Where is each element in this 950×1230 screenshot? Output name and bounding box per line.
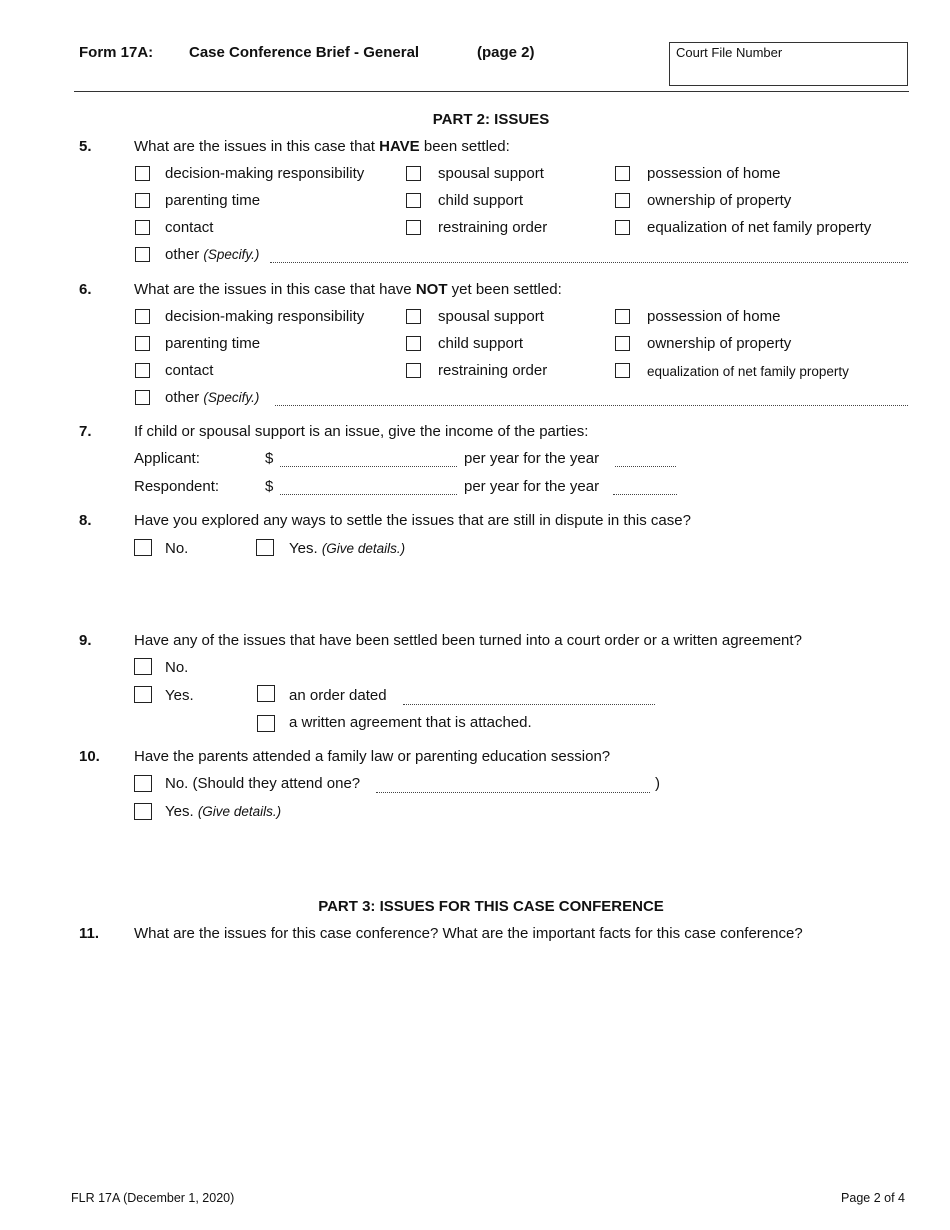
page-marker: (page 2): [477, 44, 535, 61]
q8-checkbox-yes[interactable]: [256, 539, 274, 556]
q8-number: 8.: [79, 512, 92, 529]
q10-label-yes: Yes. (Give details.): [165, 803, 282, 820]
applicant-income-field[interactable]: [280, 466, 457, 467]
q10-text: Have the parents attended a family law or parenting education session?: [134, 748, 611, 765]
q11-number: 11.: [79, 925, 100, 942]
q10-label-no: No. (Should they attend one?: [165, 775, 361, 792]
q8-label-yes: Yes. (Give details.): [289, 540, 406, 557]
q5-label-child-support: child support: [438, 192, 524, 209]
q5-label-other: other (Specify.): [165, 246, 260, 263]
applicant-per-year-label: per year for the year: [464, 450, 600, 467]
q9-label-order-dated: an order dated: [289, 687, 387, 704]
q6-checkbox-decision-making[interactable]: [135, 309, 150, 324]
q5-checkbox-contact[interactable]: [135, 220, 150, 235]
q6-label-contact: contact: [165, 362, 214, 379]
q10-close-paren: ): [655, 775, 660, 792]
respondent-label: Respondent:: [134, 478, 220, 495]
q9-order-date-field[interactable]: [403, 704, 655, 705]
q8-label-no: No.: [165, 540, 189, 557]
q6-label-restraining-order: restraining order: [438, 362, 548, 379]
q6-text: What are the issues in this case that have NOT yet been settled:: [134, 281, 562, 298]
q5-checkbox-other[interactable]: [135, 247, 150, 262]
q9-label-written-agreement: a written agreement that is attached.: [289, 714, 532, 731]
q5-label-ownership-of-property: ownership of property: [647, 192, 792, 209]
q10-number: 10.: [79, 748, 100, 765]
q6-checkbox-possession-of-home[interactable]: [615, 309, 630, 324]
q5-checkbox-equalization[interactable]: [615, 220, 630, 235]
q9-label-yes: Yes.: [165, 687, 194, 704]
q6-checkbox-other[interactable]: [135, 390, 150, 405]
q6-label-equalization: equalization of net family property: [647, 364, 849, 379]
q8-checkbox-no[interactable]: [134, 539, 152, 556]
q6-label-decision-making: decision-making responsibility: [165, 308, 365, 325]
court-file-number-label: Court File Number: [676, 45, 783, 60]
part3-title: PART 3: ISSUES FOR THIS CASE CONFERENCE: [318, 898, 664, 915]
header-divider: [74, 91, 909, 92]
q6-checkbox-contact[interactable]: [135, 363, 150, 378]
footer-form-id: FLR 17A (December 1, 2020): [71, 1191, 235, 1205]
q9-checkbox-written-agreement[interactable]: [257, 715, 275, 732]
respondent-income-field[interactable]: [280, 494, 457, 495]
q6-label-ownership-of-property: ownership of property: [647, 335, 792, 352]
q5-label-restraining-order: restraining order: [438, 219, 548, 236]
q11-text: What are the issues for this case conference? What are the important facts for this case conference?: [134, 925, 803, 942]
q5-label-decision-making: decision-making responsibility: [165, 165, 365, 182]
q9-checkbox-order-dated[interactable]: [257, 685, 275, 702]
q6-label-possession-of-home: possession of home: [647, 308, 781, 325]
q6-label-child-support: child support: [438, 335, 524, 352]
q9-label-no: No.: [165, 659, 189, 676]
q6-checkbox-spousal-support[interactable]: [406, 309, 421, 324]
part2-title: PART 2: ISSUES: [432, 111, 550, 128]
court-file-number-field[interactable]: [669, 42, 908, 86]
q9-checkbox-yes[interactable]: [134, 686, 152, 703]
q6-label-other: other (Specify.): [165, 389, 260, 406]
q9-number: 9.: [79, 632, 92, 649]
q8-text: Have you explored any ways to settle the issues that are still in dispute in this case?: [134, 512, 691, 529]
q7-number: 7.: [79, 423, 92, 440]
q5-checkbox-possession-of-home[interactable]: [615, 166, 630, 181]
q6-checkbox-equalization[interactable]: [615, 363, 630, 378]
applicant-dollar-sign: $: [265, 450, 274, 467]
q10-checkbox-no[interactable]: [134, 775, 152, 792]
q5-label-equalization: equalization of net family property: [647, 219, 872, 236]
q6-number: 6.: [79, 281, 92, 298]
q5-text: What are the issues in this case that HAVE been settled:: [134, 138, 510, 155]
q5-number: 5.: [79, 138, 92, 155]
form-number: Form 17A:: [79, 44, 154, 61]
q7-text: If child or spousal support is an issue, give the income of the parties:: [134, 423, 589, 440]
q6-label-spousal-support: spousal support: [438, 308, 544, 325]
q6-checkbox-ownership-of-property[interactable]: [615, 336, 630, 351]
q5-checkbox-parenting-time[interactable]: [135, 193, 150, 208]
q5-checkbox-child-support[interactable]: [406, 193, 421, 208]
q6-checkbox-child-support[interactable]: [406, 336, 421, 351]
q5-checkbox-spousal-support[interactable]: [406, 166, 421, 181]
q5-label-contact: contact: [165, 219, 214, 236]
q5-label-possession-of-home: possession of home: [647, 165, 781, 182]
q6-checkbox-restraining-order[interactable]: [406, 363, 421, 378]
q10-should-attend-field[interactable]: [376, 792, 650, 793]
q5-checkbox-restraining-order[interactable]: [406, 220, 421, 235]
q9-checkbox-no[interactable]: [134, 658, 152, 675]
q5-label-parenting-time: parenting time: [165, 192, 261, 209]
q5-checkbox-ownership-of-property[interactable]: [615, 193, 630, 208]
q5-label-spousal-support: spousal support: [438, 165, 544, 182]
respondent-per-year-label: per year for the year: [464, 478, 600, 495]
applicant-year-field[interactable]: [615, 466, 676, 467]
q6-checkbox-parenting-time[interactable]: [135, 336, 150, 351]
q9-text: Have any of the issues that have been settled been turned into a court order or a written agreement?: [134, 632, 802, 649]
q6-other-specify-line[interactable]: [275, 405, 908, 406]
footer-page-number: Page 2 of 4: [841, 1191, 905, 1205]
respondent-year-field[interactable]: [613, 494, 677, 495]
q10-checkbox-yes[interactable]: [134, 803, 152, 820]
applicant-label: Applicant:: [134, 450, 200, 467]
q6-label-parenting-time: parenting time: [165, 335, 261, 352]
form-title: Case Conference Brief - General: [189, 44, 420, 61]
q5-checkbox-decision-making[interactable]: [135, 166, 150, 181]
q5-other-specify-line[interactable]: [270, 262, 908, 263]
respondent-dollar-sign: $: [265, 478, 274, 495]
